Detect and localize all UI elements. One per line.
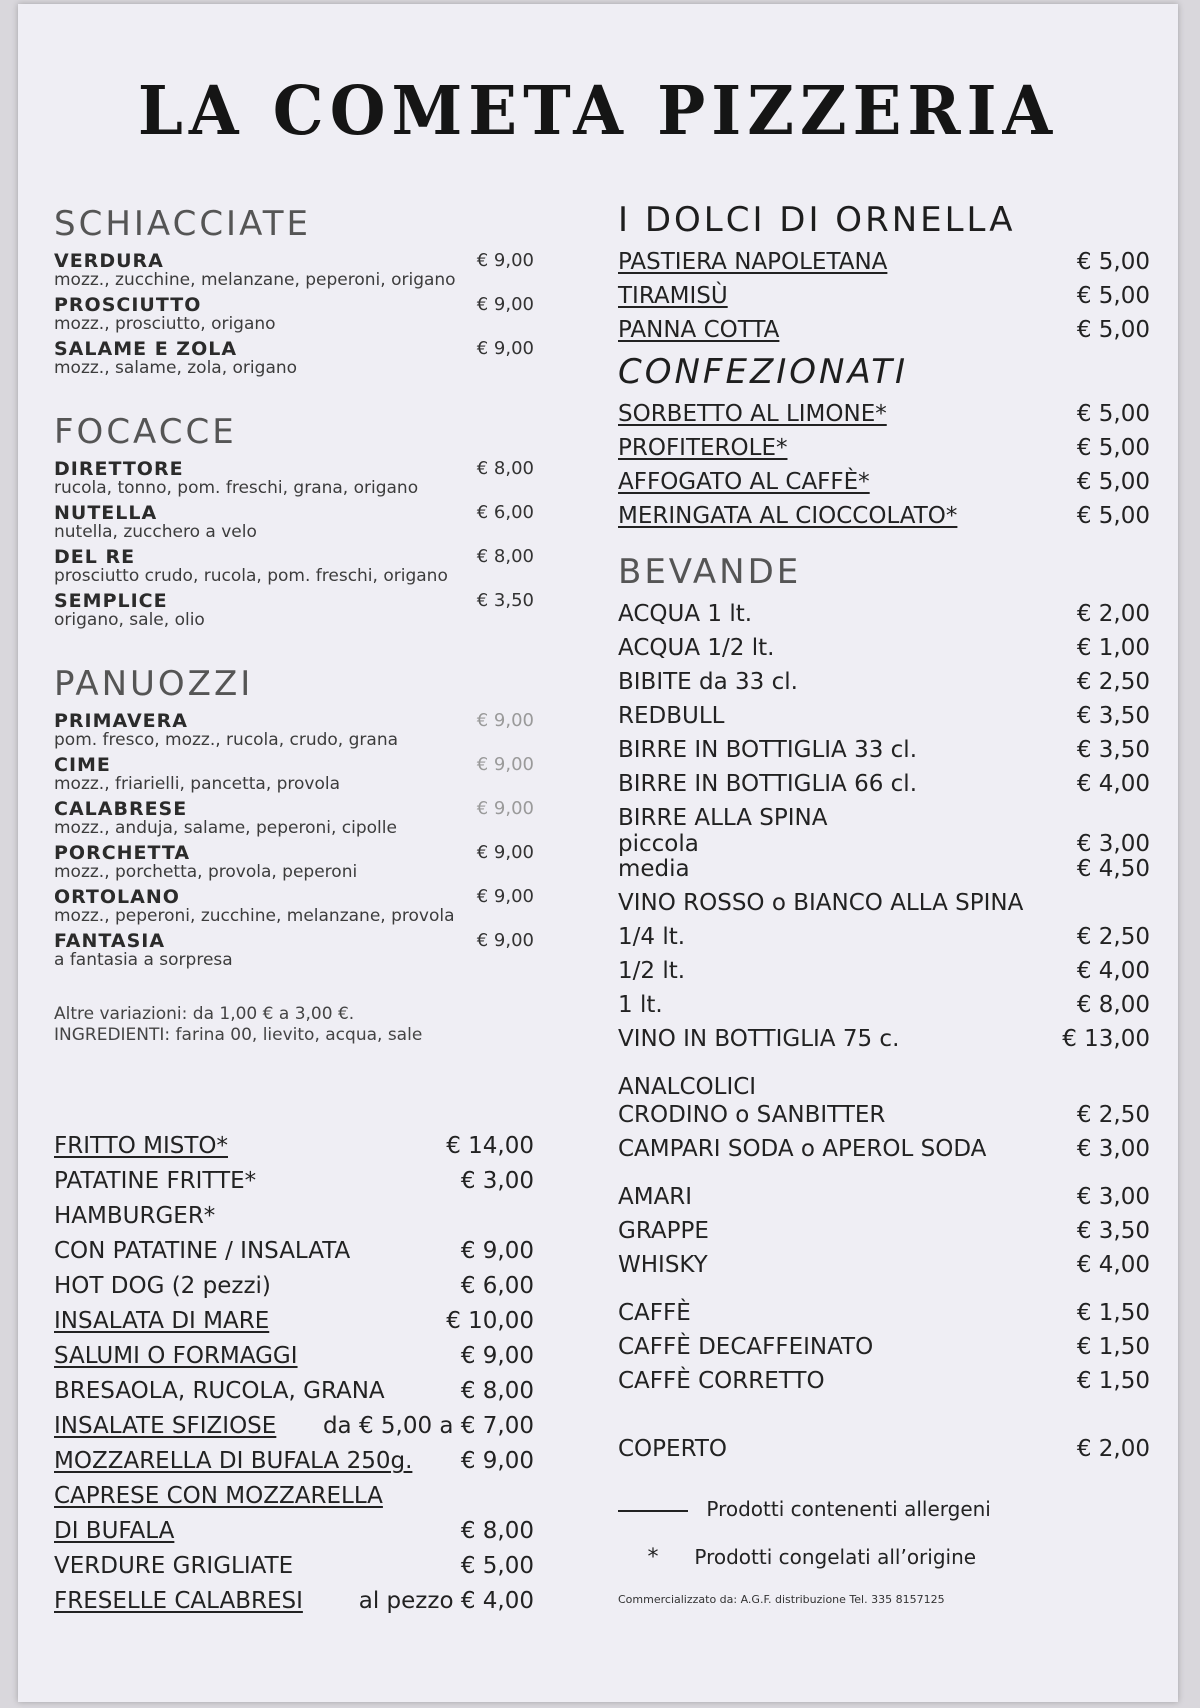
legend-frozen-text: Prodotti congelati all’origine [694,1545,977,1569]
extra-price: € 8,00 [460,1378,534,1404]
menu-item [54,546,594,590]
menu-item [54,886,594,930]
item-name: SEMPLICE [54,590,168,612]
menu-item [54,590,594,634]
drink-price: € 4,00 [1076,1252,1150,1278]
drink-row [618,955,1158,989]
right-column [618,200,1158,1606]
menu-item [54,842,594,886]
extra-label: HOT DOG (2 pezzi) [54,1273,271,1299]
drink-label: CRODINO o SANBITTER [618,1102,886,1128]
extra-row [54,1375,594,1410]
extra-row [54,1410,594,1445]
extra-price: € 14,00 [446,1133,534,1159]
drink-label: 1 lt. [618,992,663,1018]
extra-label: SALUMI O FORMAGGI [54,1343,298,1369]
extra-row [54,1200,594,1235]
extra-row [54,1480,594,1515]
dessert-row [618,500,1158,534]
item-price: € 9,00 [476,754,534,775]
item-desc: nutella, zucchero a velo [54,522,257,542]
drink-row [618,1023,1158,1057]
drink-price: € 1,00 [1076,635,1150,661]
drink-row [618,1249,1158,1283]
dessert-label: TIRAMISÙ [618,283,728,309]
extra-label: FRESELLE CALABRESI [54,1588,303,1614]
drink-label: GRAPPE [618,1218,709,1244]
drink-price: € 2,50 [1076,924,1150,950]
underline-symbol [618,1510,688,1512]
extra-price: € 5,00 [460,1553,534,1579]
item-price: € 8,00 [476,546,534,567]
dessert-label: MERINGATA AL CIOCCOLATO* [618,503,958,529]
drink-row [618,802,1158,831]
spacer [618,1057,1158,1071]
drink-label: BIRRE IN BOTTIGLIA 66 cl. [618,771,918,797]
drink-price: € 13,00 [1062,1026,1150,1052]
drink-label: 1/2 lt. [618,958,686,984]
drink-label: COPERTO [618,1436,728,1462]
item-name: DIRETTORE [54,458,184,480]
dessert-price: € 5,00 [1076,317,1150,343]
drink-label: ACQUA 1/2 lt. [618,635,775,661]
extra-row [54,1130,594,1165]
extra-row [54,1515,594,1550]
drink-price: € 3,50 [1076,703,1150,729]
drink-price: € 2,00 [1076,601,1150,627]
item-desc: prosciutto crudo, rucola, pom. freschi, origano [54,566,448,586]
drink-price: € 2,50 [1076,1102,1150,1128]
dessert-label: AFFOGATO AL CAFFÈ* [618,469,870,495]
dessert-price: € 5,00 [1076,469,1150,495]
item-name: CIME [54,754,111,776]
item-price: € 6,00 [476,502,534,523]
menu-item [54,502,594,546]
item-desc: mozz., salame, zola, origano [54,358,298,378]
drink-row [618,734,1158,768]
extra-price: € 9,00 [460,1448,534,1474]
drink-label: CAFFÈ DECAFFEINATO [618,1334,874,1360]
drink-price: € 1,50 [1076,1334,1150,1360]
section-focacce [54,412,594,634]
section-heading-confezionati: CONFEZIONATI [618,352,909,392]
item-name: SALAME E ZOLA [54,338,238,360]
extra-row [54,1550,594,1585]
extra-row [54,1235,594,1270]
drink-price: € 8,00 [1076,992,1150,1018]
item-desc: rucola, tonno, pom. freschi, grana, origano [54,478,419,498]
legend-frozen [618,1537,1158,1585]
drink-price: € 3,00 [1076,1184,1150,1210]
item-price: € 9,00 [476,338,534,359]
section-heading: PANUOZZI [54,664,254,704]
drink-row [618,1297,1158,1331]
item-desc: mozz., porchetta, provola, peperoni [54,862,358,882]
drink-label: WHISKY [618,1252,708,1278]
drink-label: media [618,856,690,882]
menu-item [54,338,594,382]
drink-row [618,1181,1158,1215]
section-schiacciate [54,204,594,382]
item-price: € 9,00 [476,798,534,819]
extra-price: € 9,00 [460,1238,534,1264]
item-name: FANTASIA [54,930,166,952]
item-name: DEL RE [54,546,136,568]
drink-row [618,632,1158,666]
drink-price: € 1,50 [1076,1368,1150,1394]
item-price: € 9,00 [476,294,534,315]
dessert-label: SORBETTO AL LIMONE* [618,401,887,427]
item-price: € 9,00 [476,710,534,731]
drink-row [618,921,1158,955]
extra-label: INSALATA DI MARE [54,1308,270,1334]
extra-label: VERDURE GRIGLIATE [54,1553,294,1579]
drink-label: 1/4 lt. [618,924,686,950]
spacer [618,1167,1158,1181]
menu-item [54,930,594,974]
drink-label: ACQUA 1 lt. [618,601,753,627]
item-price: € 9,00 [476,930,534,951]
item-name: NUTELLA [54,502,158,524]
extra-label: BRESAOLA, RUCOLA, GRANA [54,1378,385,1404]
drink-price: € 1,50 [1076,1300,1150,1326]
extra-price: € 3,00 [460,1168,534,1194]
section-extras [54,1130,594,1620]
menu-item [54,710,594,754]
drink-label: REDBULL [618,703,725,729]
dessert-row [618,398,1158,432]
item-price: € 9,00 [476,250,534,271]
menu-item [54,798,594,842]
drink-row [618,989,1158,1023]
item-desc: mozz., peperoni, zucchine, melanzane, provola [54,906,455,926]
dessert-row [618,246,1158,280]
left-column [54,204,594,1620]
extra-row [54,1270,594,1305]
spacer [618,1283,1158,1297]
variations-note: Altre variazioni: da 1,00 € a 3,00 €. [54,1004,355,1024]
drink-label: AMARI [618,1184,693,1210]
item-name: PRIMAVERA [54,710,188,732]
drink-price: € 3,00 [1076,831,1150,857]
menu-item [54,250,594,294]
dessert-price: € 5,00 [1076,503,1150,529]
drink-label: piccola [618,831,699,857]
drink-row [618,1071,1158,1099]
extra-row [54,1445,594,1480]
drink-price: € 3,00 [1076,1136,1150,1162]
drink-price: € 4,00 [1076,958,1150,984]
drink-row [618,598,1158,632]
item-desc: mozz., prosciutto, origano [54,314,276,334]
menu-title: LA COMETA PIZZERIA [137,72,1059,151]
extra-label: FRITTO MISTO* [54,1133,228,1159]
section-heading-dolci: I DOLCI DI ORNELLA [618,200,1016,240]
drink-label: VINO ROSSO o BIANCO ALLA SPINA [618,890,1024,916]
item-desc: pom. fresco, mozz., rucola, crudo, grana [54,730,399,750]
drink-label: BIRRE ALLA SPINA [618,805,828,831]
drink-row [618,828,1158,857]
legend-allergens-text: Prodotti contenenti allergeni [706,1497,991,1521]
drink-row [618,853,1158,887]
item-name: CALABRESE [54,798,188,820]
extra-row [54,1305,594,1340]
item-name: ORTOLANO [54,886,180,908]
drink-label: BIBITE da 33 cl. [618,669,798,695]
drink-price: € 2,50 [1076,669,1150,695]
drink-price: € 3,50 [1076,1218,1150,1244]
dessert-price: € 5,00 [1076,249,1150,275]
item-desc: mozz., anduja, salame, peperoni, cipolle [54,818,397,838]
dessert-label: PANNA COTTA [618,317,780,343]
extra-label: INSALATE SFIZIOSE [54,1413,277,1439]
extra-price: € 9,00 [460,1343,534,1369]
extra-price: al pezzo € 4,00 [358,1588,534,1614]
extra-row [54,1585,594,1620]
extra-label: HAMBURGER* [54,1203,216,1229]
extra-row [54,1340,594,1375]
dessert-label: PROFITEROLE* [618,435,788,461]
extra-row [54,1165,594,1200]
drink-row [618,1433,1158,1467]
section-heading: SCHIACCIATE [54,204,311,244]
extra-price: da € 5,00 a € 7,00 [322,1413,534,1439]
drink-label: CAFFÈ [618,1300,691,1326]
dessert-row [618,432,1158,466]
extra-label: CON PATATINE / INSALATA [54,1238,351,1264]
dessert-row [618,314,1158,348]
asterisk-symbol: * [647,1545,659,1570]
dessert-row [618,280,1158,314]
drink-price: € 2,00 [1076,1436,1150,1462]
dessert-row [618,466,1158,500]
item-price: € 3,50 [476,590,534,611]
extra-price: € 6,00 [460,1273,534,1299]
section-heading: FOCACCE [54,412,237,452]
dessert-price: € 5,00 [1076,435,1150,461]
drink-row [618,666,1158,700]
notes [54,1004,594,1046]
dessert-price: € 5,00 [1076,283,1150,309]
item-desc: a fantasia a sorpresa [54,950,233,970]
extra-label: CAPRESE CON MOZZARELLA [54,1483,383,1509]
item-price: € 8,00 [476,458,534,479]
item-desc: mozz., friarielli, pancetta, provola [54,774,341,794]
item-price: € 9,00 [476,842,534,863]
drink-row [618,1331,1158,1365]
drink-row [618,1215,1158,1249]
drink-label: CAFFÈ CORRETTO [618,1368,825,1394]
extra-price: € 8,00 [460,1518,534,1544]
drink-row [618,1099,1158,1133]
item-desc: origano, sale, olio [54,610,205,630]
item-name: PORCHETTA [54,842,191,864]
drink-row [618,1365,1158,1399]
section-heading-bevande: BEVANDE [618,552,802,592]
footer-distributor: Commercializzato da: A.G.F. distribuzione Tel. 335 8157125 [618,1593,945,1606]
extra-price: € 10,00 [446,1308,534,1334]
item-price: € 9,00 [476,886,534,907]
extra-label: PATATINE FRITTE* [54,1168,257,1194]
extra-label: DI BUFALA [54,1518,175,1544]
dessert-price: € 5,00 [1076,401,1150,427]
drink-price: € 4,00 [1076,771,1150,797]
drink-label: BIRRE IN BOTTIGLIA 33 cl. [618,737,918,763]
drink-label: CAMPARI SODA o APEROL SODA [618,1136,987,1162]
menu-item [54,458,594,502]
ingredients-note: INGREDIENTI: farina 00, lievito, acqua, sale [54,1025,423,1045]
drink-row [618,768,1158,802]
item-desc: mozz., zucchine, melanzane, peperoni, origano [54,270,456,290]
spacer [618,1399,1158,1433]
drink-price: € 4,50 [1076,856,1150,882]
item-name: VERDURA [54,250,164,272]
drink-label: ANALCOLICI [618,1074,757,1100]
menu-item [54,754,594,798]
legend-allergens [618,1489,1158,1537]
drink-price: € 3,50 [1076,737,1150,763]
drink-row [618,1133,1158,1167]
menu-sheet [18,4,1178,1702]
section-panuozzi [54,664,594,1046]
dessert-label: PASTIERA NAPOLETANA [618,249,888,275]
drink-row [618,887,1158,921]
drink-row [618,700,1158,734]
extra-label: MOZZARELLA DI BUFALA 250g. [54,1448,413,1474]
spacer [618,1467,1158,1489]
menu-item [54,294,594,338]
item-name: PROSCIUTTO [54,294,202,316]
drink-label: VINO IN BOTTIGLIA 75 c. [618,1026,900,1052]
